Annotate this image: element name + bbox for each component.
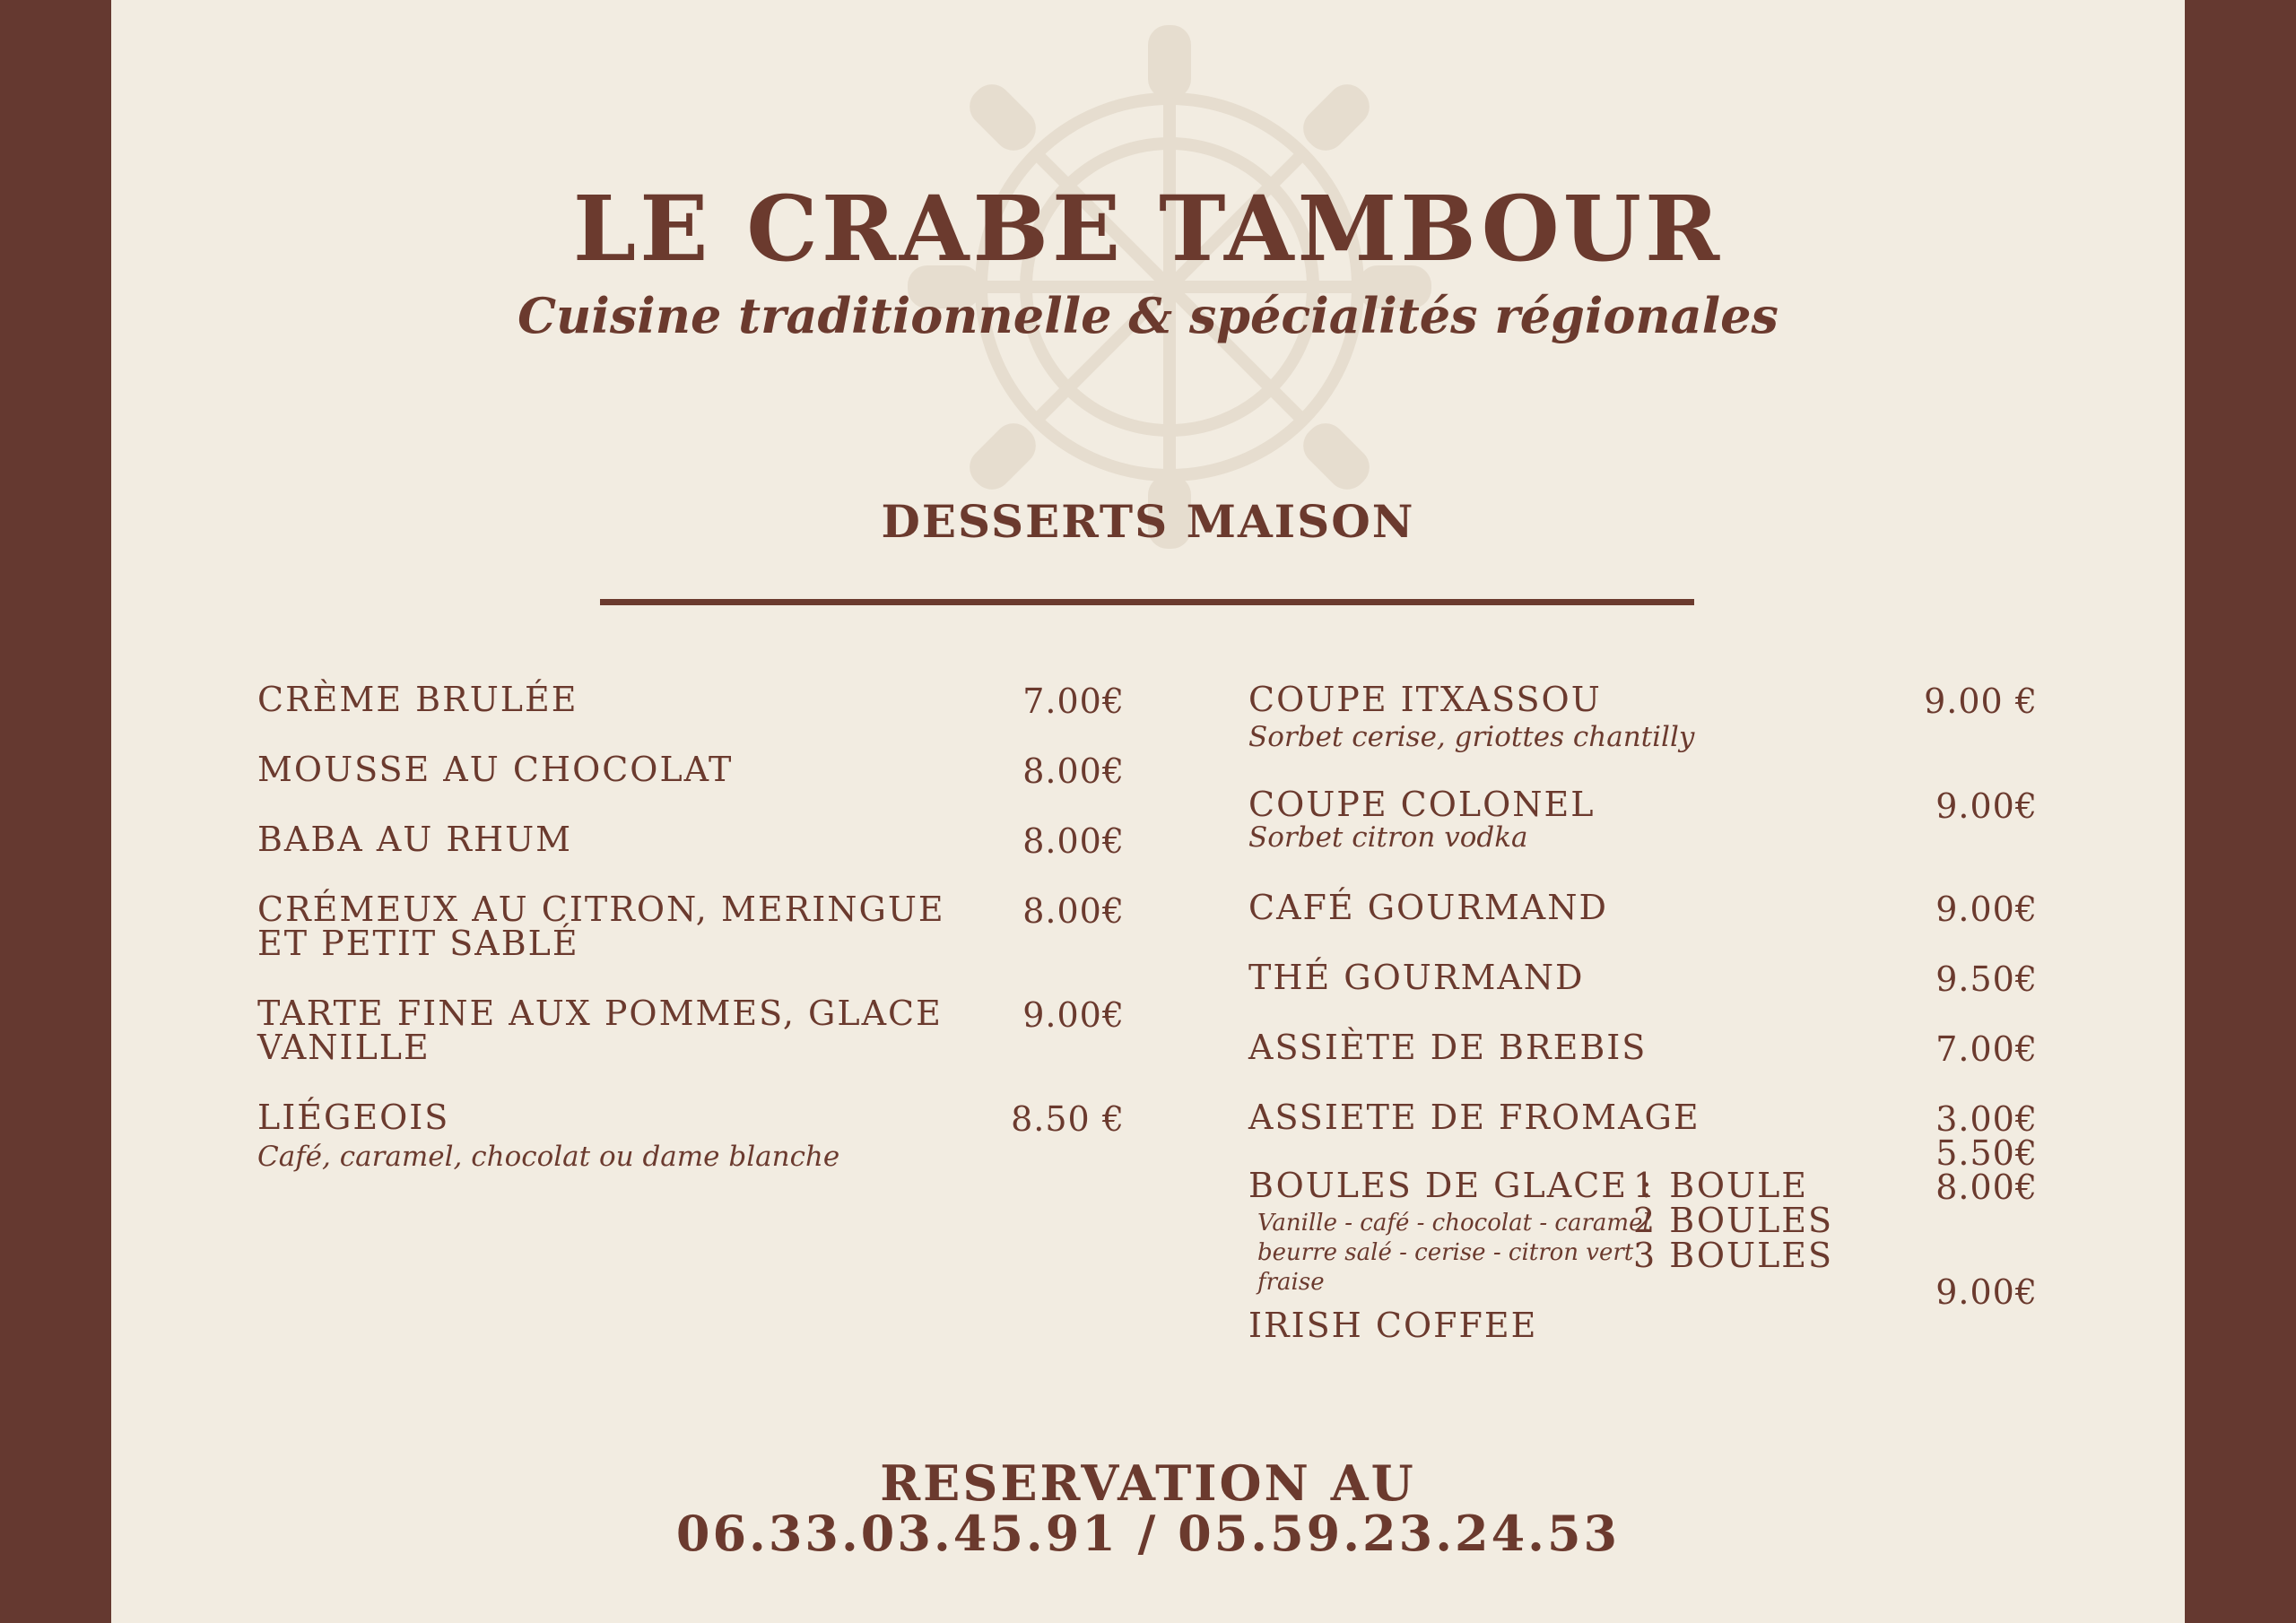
- menu-item-description: Sorbet citron vodka: [1248, 821, 1528, 854]
- menu-item-price: 9.00 €: [1924, 681, 2038, 721]
- menu-item-name: CAFÉ GOURMAND: [1248, 888, 1608, 927]
- menu-item-name: ASSIETE DE FROMAGE: [1248, 1098, 1700, 1137]
- menu-item-name-line1: CRÉMEUX AU CITRON, MERINGUE: [257, 890, 945, 929]
- menu-item-name: COUPE ITXASSOU: [1248, 680, 1602, 719]
- menu-item-name: BOULES DE GLACE :: [1248, 1166, 1654, 1205]
- restaurant-title: LE CRABE TAMBOUR: [572, 176, 1724, 282]
- menu-item-name: BABA AU RHUM: [257, 820, 573, 859]
- menu-page: [111, 0, 2185, 1623]
- menu-item-name: THÉ GOURMAND: [1248, 958, 1585, 997]
- menu-item-name: IRISH COFFEE: [1248, 1306, 1538, 1345]
- menu-item-name: COUPE COLONEL: [1248, 785, 1596, 824]
- menu-item-name: LIÉGEOIS: [257, 1098, 450, 1137]
- menu-item-price: 8.00€: [1022, 821, 1125, 861]
- menu-item-price: 9.00€: [1022, 995, 1125, 1035]
- menu-item-price: 8.00€: [1022, 891, 1125, 931]
- flavor-list-line: fraise: [1257, 1269, 1325, 1296]
- menu-item-price: 5.50€: [1935, 1133, 2038, 1173]
- menu-item-name-line1: TARTE FINE AUX POMMES, GLACE: [257, 994, 943, 1033]
- reservation-phone: 06.33.03.45.91 / 05.59.23.24.53: [675, 1505, 1621, 1562]
- menu-item-name-line2: VANILLE: [257, 1028, 430, 1067]
- menu-item-name: ASSIÈTE DE BREBIS: [1248, 1028, 1648, 1067]
- flavor-list-line: Vanille - café - chocolat - caramel: [1257, 1210, 1650, 1237]
- menu-item-price: 9.00€: [1935, 890, 2038, 929]
- scoop-option: 3 BOULES: [1633, 1236, 1834, 1275]
- menu-item-price: 7.00€: [1935, 1029, 2038, 1069]
- menu-item-price: 7.00€: [1022, 681, 1125, 721]
- flavor-list-line: beurre salé - cerise - citron vert -: [1257, 1239, 1649, 1266]
- menu-item-name: MOUSSE AU CHOCOLAT: [257, 750, 734, 789]
- menu-item-description: Café, caramel, chocolat ou dame blanche: [257, 1141, 840, 1173]
- menu-item-price: 9.00€: [1935, 1272, 2038, 1312]
- menu-item-description: Sorbet cerise, griottes chantilly: [1248, 721, 1695, 753]
- menu-item-price: 8.50 €: [1011, 1099, 1125, 1139]
- section-heading: DESSERTS MAISON: [881, 495, 1415, 548]
- menu-item-name-line2: ET PETIT SABLÉ: [257, 924, 579, 963]
- menu-item-price: 9.50€: [1935, 959, 2038, 999]
- section-divider: [600, 599, 1694, 605]
- menu-item-price: 8.00€: [1935, 1167, 2038, 1207]
- menu-item-price: 9.00€: [1935, 786, 2038, 826]
- reservation-heading: RESERVATION AU: [880, 1454, 1416, 1512]
- menu-item-price: 8.00€: [1022, 751, 1125, 791]
- menu-item-name: CRÈME BRULÉE: [257, 680, 578, 719]
- restaurant-subtitle: Cuisine traditionnelle & spécialités régionales: [517, 287, 1779, 344]
- scoop-option: 2 BOULES: [1633, 1201, 1834, 1240]
- scoop-option: 1 BOULE: [1633, 1166, 1809, 1205]
- menu-item-price: 3.00€: [1935, 1099, 2038, 1139]
